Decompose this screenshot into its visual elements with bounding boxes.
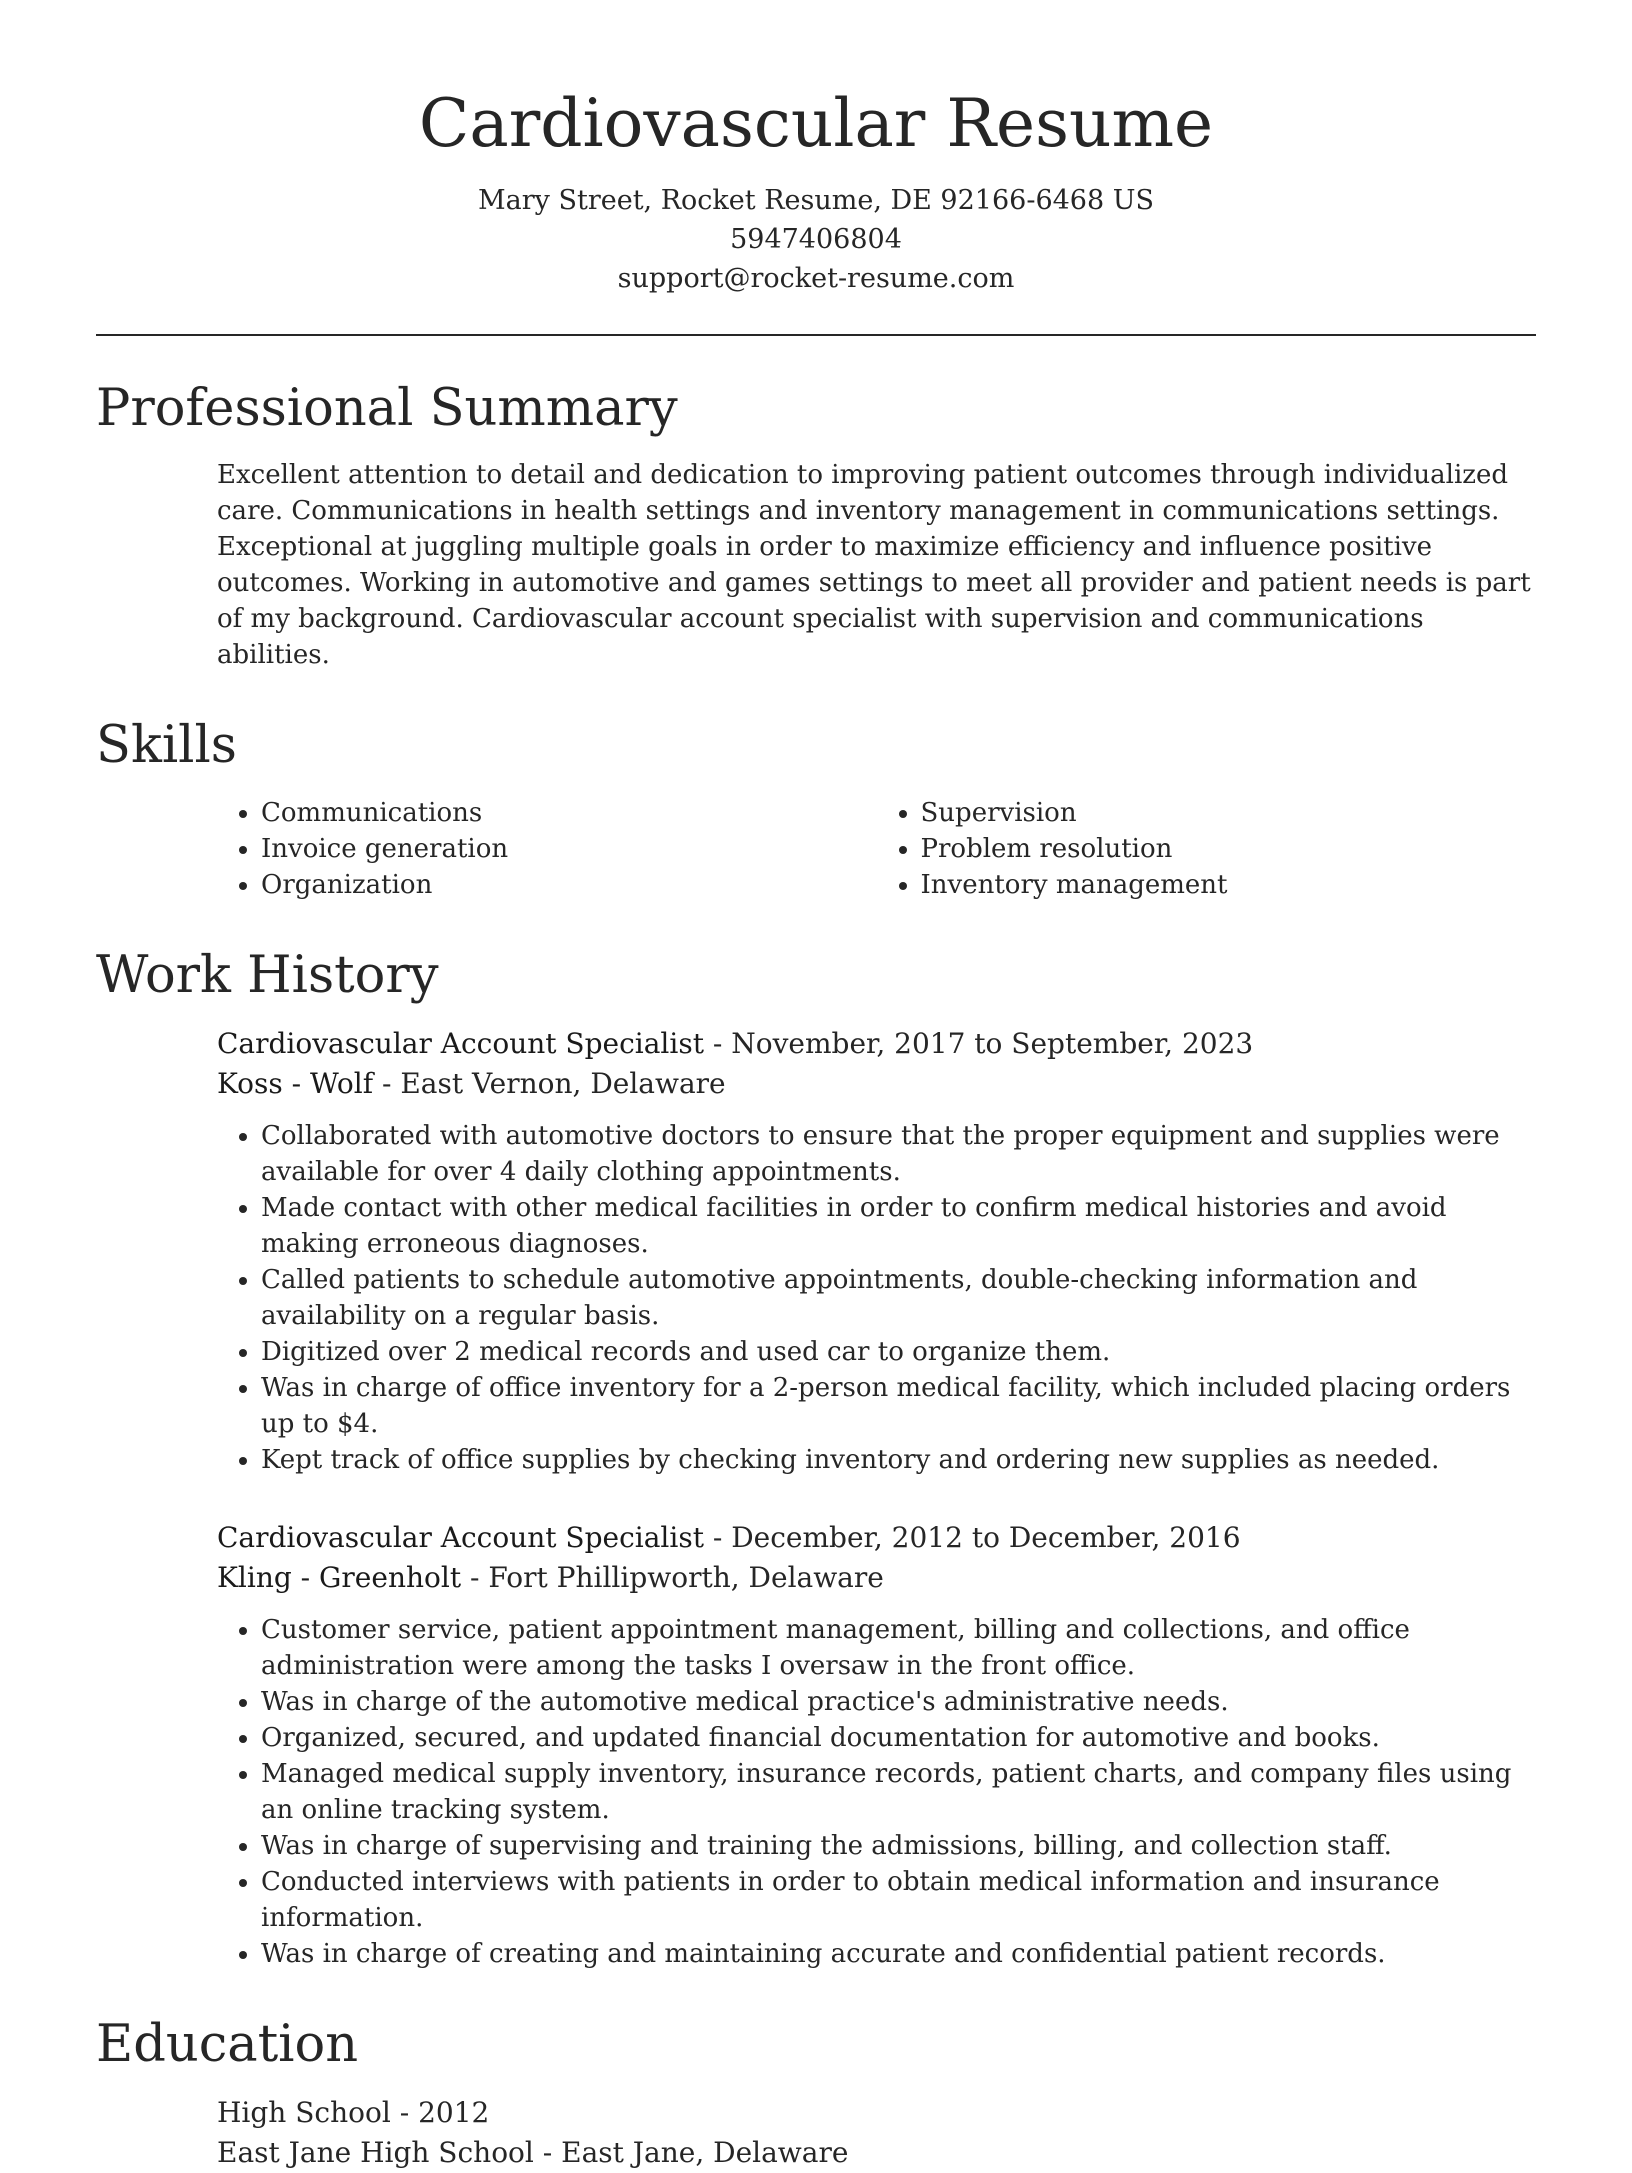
job-bullet: • Made contact with other medical facilities in order to confirm medical histories and avoid making erroneous diagnoses. (261, 1190, 1536, 1262)
job-location: East Vernon, Delaware (400, 1066, 726, 1100)
job-bullet: • Digitized over 2 medical records and used car to organize them. (261, 1334, 1536, 1370)
work-history-section (96, 945, 1536, 1972)
skill-item: • Problem resolution (921, 831, 1537, 867)
job-dates: December, 2012 to December, 2016 (731, 1520, 1241, 1554)
job-bullets (217, 1118, 1536, 1478)
job-heading: Cardiovascular Account Specialist - November, 2017 to September, 2023 (217, 1026, 1254, 1060)
contact-address: Mary Street, Rocket Resume, DE 92166-6468 US (478, 185, 1154, 217)
skills-column-right (877, 795, 1537, 903)
job-bullet: • Organized, secured, and updated financial documentation for automotive and books. (261, 1720, 1536, 1756)
job-employer: Kling - Greenholt - Fort Phillipworth, Delaware (217, 1560, 884, 1594)
education-school-line: East Jane High School - East Jane, Delaware (217, 2135, 849, 2169)
work-history-title: Work History (96, 945, 439, 1005)
job-bullet: • Customer service, patient appointment management, billing and collections, and office administration were among the tasks I oversaw in the front office. (261, 1612, 1536, 1684)
job-location: Fort Phillipworth, Delaware (488, 1560, 884, 1594)
job-company: Koss - Wolf (217, 1066, 374, 1100)
job-bullet: • Was in charge of the automotive medical practice's administrative needs. (261, 1684, 1536, 1720)
contact-email: support@rocket-resume.com (617, 263, 1015, 295)
job-position: Cardiovascular Account Specialist (217, 1026, 704, 1060)
job-bullet: • Was in charge of supervising and training the admissions, billing, and collection staff. (261, 1828, 1536, 1864)
summary-title: Professional Summary (96, 379, 678, 439)
job-bullet: • Kept track of office supplies by checking inventory and ordering new supplies as needed. (261, 1442, 1536, 1478)
summary-text: Excellent attention to detail and dedication to improving patient outcomes through individualized care. Communications in health settings and inventory management in communications settings. Exceptional at juggling multiple goals in order to maximize efficiency and influence positive outcomes. Working in automotive and games settings to meet all provider and patient needs is part of my background. Cardiovascular account specialist with supervision and communications abilities. (217, 460, 1531, 671)
education-section (96, 2014, 1536, 2173)
skill-item: • Inventory management (921, 867, 1537, 903)
skills-list (217, 795, 1536, 903)
job-bullet: • Called patients to schedule automotive appointments, double-checking information and availability on a regular basis. (261, 1262, 1536, 1334)
job-entry (217, 1518, 1536, 1972)
job-bullet: • Conducted interviews with patients in order to obtain medical information and insurance information. (261, 1864, 1536, 1936)
skills-column-left (217, 795, 877, 903)
job-dates: November, 2017 to September, 2023 (731, 1026, 1254, 1060)
skill-item: • Supervision (921, 795, 1537, 831)
skill-item: • Organization (261, 867, 877, 903)
header-divider (96, 334, 1536, 336)
skill-item: • Communications (261, 795, 877, 831)
job-bullet: • Managed medical supply inventory, insurance records, patient charts, and company files using an online tracking system. (261, 1756, 1536, 1828)
job-entry (217, 1024, 1536, 1478)
job-employer: Koss - Wolf - East Vernon, Delaware (217, 1066, 726, 1100)
skills-title: Skills (96, 716, 237, 776)
education-year: 2012 (418, 2095, 490, 2129)
education-degree-line: High School - 2012 (217, 2095, 490, 2129)
job-heading: Cardiovascular Account Specialist - December, 2012 to December, 2016 (217, 1520, 1241, 1554)
education-entry (217, 2093, 1536, 2173)
job-bullet: • Was in charge of creating and maintaining accurate and confidential patient records. (261, 1936, 1536, 1972)
job-company: Kling - Greenholt (217, 1560, 462, 1594)
education-school: East Jane High School (217, 2135, 534, 2169)
contact-info (96, 181, 1536, 298)
job-bullets (217, 1612, 1536, 1972)
job-bullet: • Was in charge of office inventory for a 2-person medical facility, which included placing orders up to $4. (261, 1370, 1536, 1442)
skill-item: • Invoice generation (261, 831, 877, 867)
summary-section (96, 378, 1536, 673)
education-degree: High School (217, 2095, 391, 2129)
education-location: East Jane, Delaware (561, 2135, 849, 2169)
resume-name: Cardiovascular Resume (418, 85, 1214, 162)
contact-phone: 5947406804 (730, 224, 902, 256)
job-position: Cardiovascular Account Specialist (217, 1520, 704, 1554)
skills-section (96, 715, 1536, 902)
resume-header (96, 0, 1536, 298)
job-bullet: • Collaborated with automotive doctors to ensure that the proper equipment and supplies were available for over 4 daily clothing appointments. (261, 1118, 1536, 1190)
education-title: Education (96, 2014, 359, 2074)
